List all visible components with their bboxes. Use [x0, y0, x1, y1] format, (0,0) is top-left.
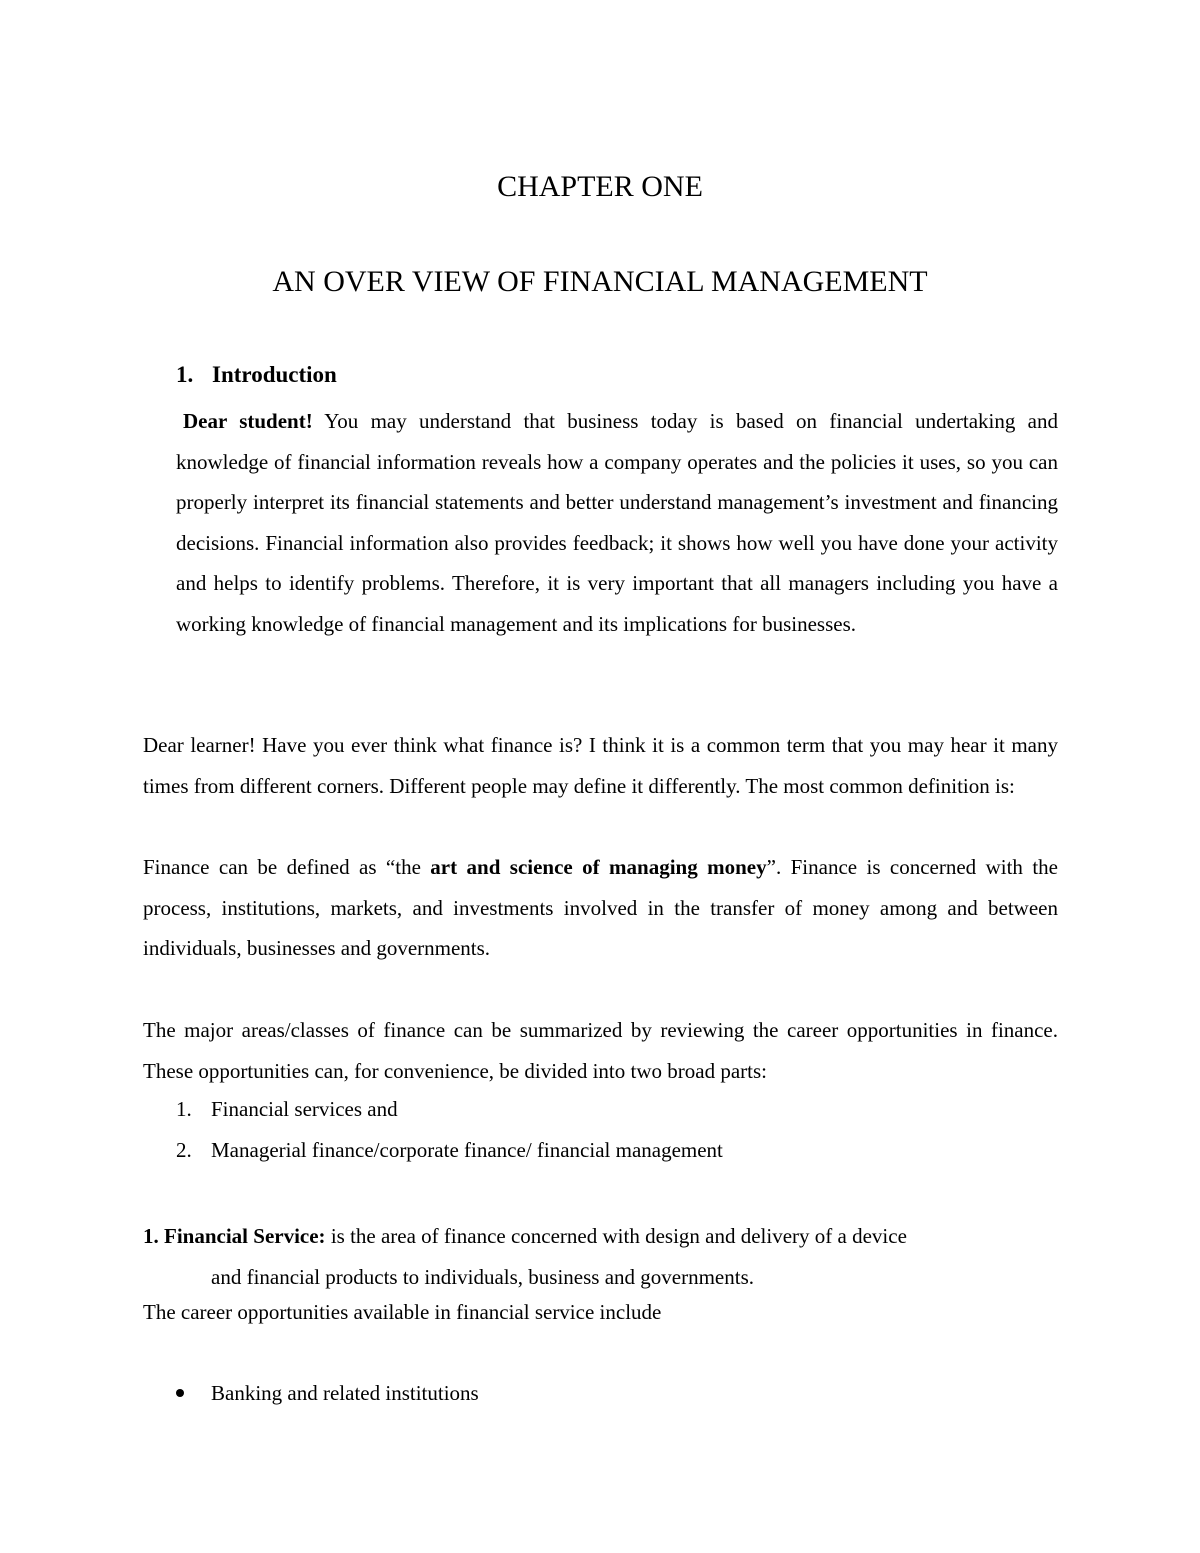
- intro-lead: Dear student!: [183, 409, 313, 433]
- finance-definition-after: ”. Finance is concerned with the process, institutions, markets, and investments involved in the transfer of money among and between individuals, businesses and governments.: [143, 855, 1058, 960]
- financial-service-term: Financial Service:: [164, 1224, 326, 1248]
- list-item-text: Financial services and: [211, 1097, 398, 1121]
- finance-definition-before: Finance can be defined as “the: [143, 855, 431, 879]
- chapter-title: CHAPTER ONE: [497, 170, 703, 203]
- finance-definition-bold: art and science of managing money: [430, 855, 767, 879]
- finance-definition-paragraph: [143, 847, 1058, 969]
- major-areas-paragraph: The major areas/classes of finance can be summarized by reviewing the career opportunities in finance. These opportunities can, for convenience, be divided into two broad parts:: [143, 1018, 1058, 1083]
- chapter-subtitle: AN OVER VIEW OF FINANCIAL MANAGEMENT: [272, 265, 928, 298]
- list-marker: 1.: [176, 1097, 192, 1121]
- section-number: 1.: [176, 362, 194, 387]
- financial-service-line1: is the area of finance concerned with design and delivery of a device: [325, 1224, 907, 1248]
- financial-service-marker: 1.: [143, 1224, 159, 1248]
- list-item-text: Managerial finance/corporate finance/ financial management: [211, 1138, 723, 1162]
- bullet-icon: [176, 1389, 184, 1397]
- financial-service-line2: and financial products to individuals, business and governments.: [211, 1264, 754, 1289]
- learner-paragraph: Dear learner! Have you ever think what finance is? I think it is a common term that you may hear it many times from different corners. Different people may define it differently. The most common definition is:: [143, 733, 1058, 798]
- intro-text: You may understand that business today is based on financial undertaking and knowledge of financial information reveals how a company operates and the policies it uses, so you can properly interpret its financial statements and better understand management’s investment and financing decisions. Financial information also provides feedback; it shows how well you have done your activity and helps to identify problems. Therefore, it is very important that all managers including you have a working knowledge of financial management and its implications for businesses.: [176, 409, 1058, 636]
- list-marker: 2.: [176, 1138, 192, 1162]
- careers-intro: The career opportunities available in financial service include: [143, 1300, 662, 1324]
- financial-service-definition: [143, 1216, 1058, 1297]
- bullet-item-text: Banking and related institutions: [211, 1381, 479, 1405]
- section-heading-introduction: [176, 360, 337, 390]
- section-heading-label: Introduction: [212, 362, 337, 387]
- intro-paragraph: [176, 401, 1058, 644]
